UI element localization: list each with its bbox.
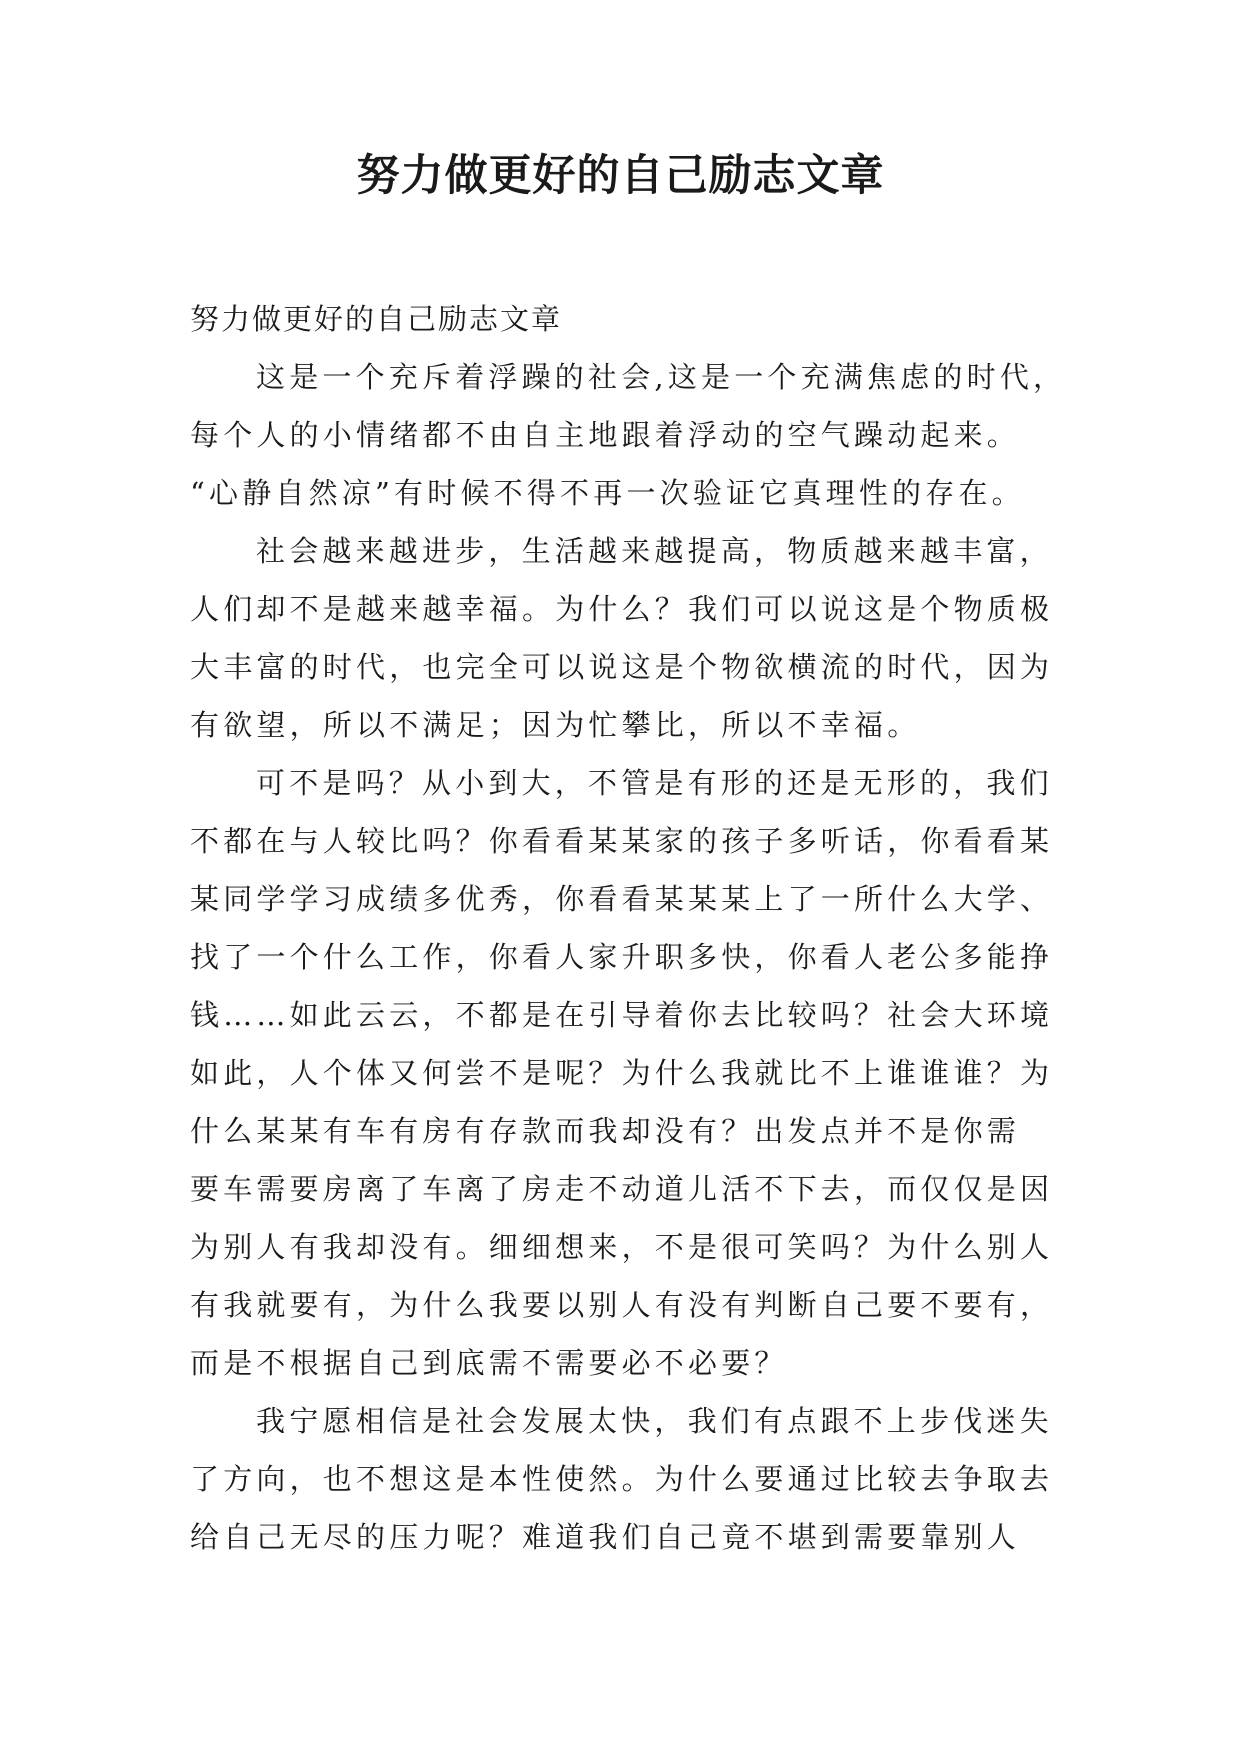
text-line: 这是一个充斥着浮躁的社会,这是一个充满焦虑的时代，	[256, 360, 1067, 394]
text-line: “心静自然凉”有时候不得不再一次验证它真理性的存在。	[190, 476, 1025, 510]
text-line: 要车需要房离了车离了房走不动道儿活不下去，而仅仅是因	[190, 1172, 1054, 1206]
text-line: 什么某某有车有房有存款而我却没有？出发点并不是你需	[190, 1114, 1021, 1148]
text-line: 如此，人个体又何尝不是呢？为什么我就比不上谁谁谁？为	[190, 1056, 1054, 1090]
body-heading-line: 努力做更好的自己励志文章	[190, 302, 563, 336]
text-line: 可不是吗？从小到大，不管是有形的还是无形的，我们	[256, 766, 1053, 800]
text-line: 某同学学习成绩多优秀，你看看某某某上了一所什么大学、	[190, 882, 1054, 916]
text-line: 有欲望，所以不满足；因为忙攀比，所以不幸福。	[190, 708, 921, 742]
text-line: 了方向，也不想这是本性使然。为什么要通过比较去争取去	[190, 1462, 1054, 1496]
text-line: 大丰富的时代，也完全可以说这是个物欲横流的时代，因为	[190, 650, 1054, 684]
text-line: 给自己无尽的压力呢？难道我们自己竟不堪到需要靠别人	[190, 1520, 1021, 1554]
text-line: 钱……如此云云，不都是在引导着你去比较吗？社会大环境	[190, 998, 1054, 1032]
text-line: 人们却不是越来越幸福。为什么？我们可以说这是个物质极	[190, 592, 1054, 626]
text-line: 有我就要有，为什么我要以别人有没有判断自己要不要有，	[190, 1288, 1054, 1322]
text-line: 为别人有我却没有。细细想来，不是很可笑吗？为什么别人	[190, 1230, 1054, 1264]
text-line: 不都在与人较比吗？你看看某某家的孩子多听话，你看看某	[190, 824, 1054, 858]
document-title: 努力做更好的自己励志文章	[356, 151, 885, 201]
text-line: 我宁愿相信是社会发展太快，我们有点跟不上步伐迷失	[256, 1404, 1053, 1438]
text-line: 每个人的小情绪都不由自主地跟着浮动的空气躁动起来。	[190, 418, 1021, 452]
text-line: 而是不根据自己到底需不需要必不必要？	[190, 1346, 788, 1380]
text-line: 社会越来越进步，生活越来越提高，物质越来越丰富，	[256, 534, 1053, 568]
document-body	[190, 290, 1080, 1566]
text-line: 找了一个什么工作，你看人家升职多快，你看人老公多能挣	[190, 940, 1054, 974]
